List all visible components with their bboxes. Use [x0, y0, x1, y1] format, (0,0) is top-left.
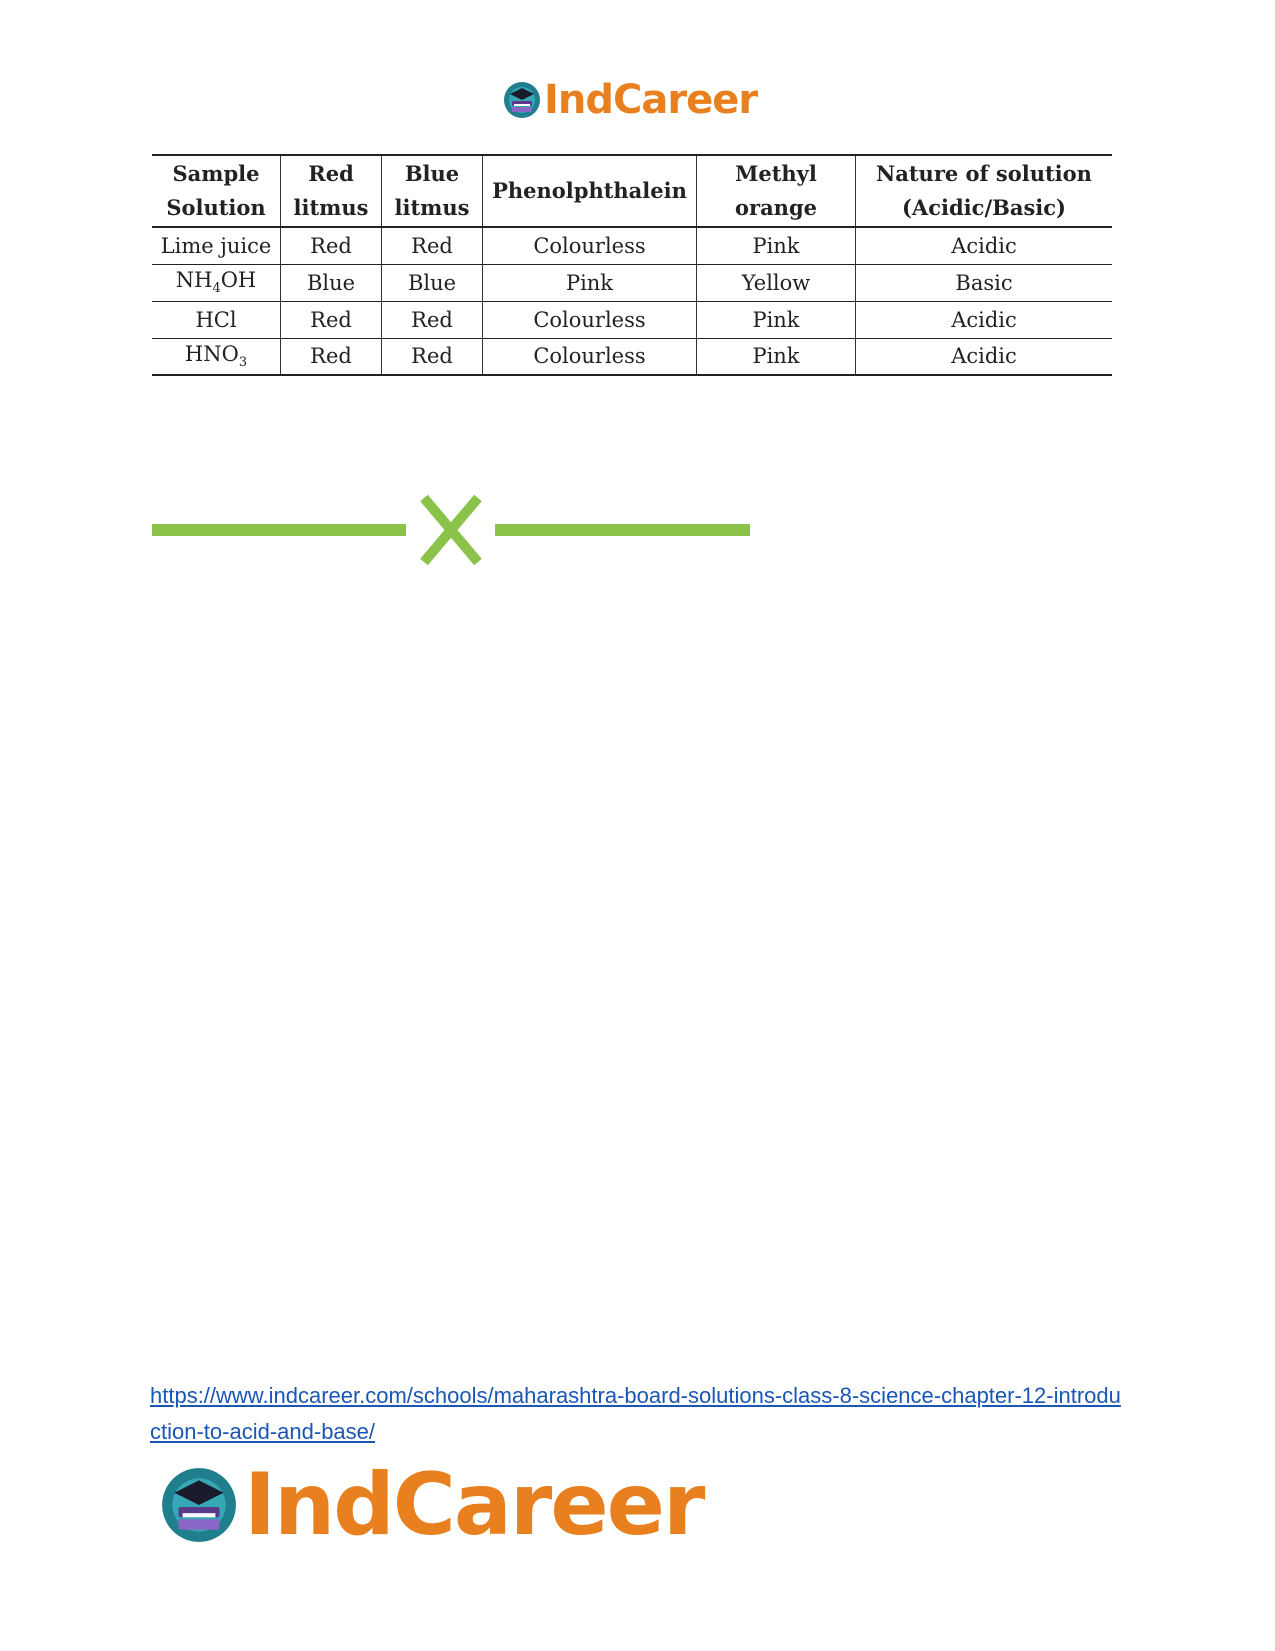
header-phenolphthalein: Phenolphthalein — [483, 155, 697, 227]
logo-wordmark: IndCareer — [544, 77, 758, 123]
indicator-table — [152, 154, 1112, 376]
indcareer-emblem-icon — [502, 80, 542, 120]
cell-phenolphthalein: Colourless — [483, 301, 697, 338]
table-header-row — [152, 155, 1112, 227]
divider-line-left — [152, 524, 406, 536]
cell-blue-litmus: Red — [382, 301, 483, 338]
cell-red-litmus: Red — [281, 227, 382, 264]
cell-blue-litmus: Red — [382, 338, 483, 375]
cell-methyl-orange: Yellow — [697, 264, 856, 301]
cell-methyl-orange: Pink — [697, 227, 856, 264]
cell-nature: Acidic — [856, 227, 1113, 264]
cell-phenolphthalein: Colourless — [483, 227, 697, 264]
cell-sample: Lime juice — [152, 227, 281, 264]
header-blue-litmus: Blue litmus — [382, 155, 483, 227]
table-row — [152, 338, 1112, 375]
source-link[interactable]: https://www.indcareer.com/schools/maharashtra-board-solutions-class-8-science-chapter-12-introduction-to-acid-and-base/ — [150, 1383, 1121, 1444]
header-red-litmus: Red litmus — [281, 155, 382, 227]
logo-header — [502, 77, 758, 123]
divider-cross-icon — [424, 498, 478, 562]
cell-methyl-orange: Pink — [697, 301, 856, 338]
divider-line-right — [495, 524, 750, 536]
logo-footer — [158, 1455, 704, 1555]
cell-blue-litmus: Red — [382, 227, 483, 264]
header-nature-of-solution: Nature of solution (Acidic/Basic) — [856, 155, 1113, 227]
section-divider — [152, 490, 752, 570]
cell-red-litmus: Red — [281, 301, 382, 338]
header-sample-solution: Sample Solution — [152, 155, 281, 227]
cell-phenolphthalein: Pink — [483, 264, 697, 301]
header-methyl-orange: Methyl orange — [697, 155, 856, 227]
logo-wordmark: IndCareer — [244, 1455, 704, 1555]
table-row — [152, 301, 1112, 338]
cell-sample: HCl — [152, 301, 281, 338]
table-row — [152, 264, 1112, 301]
indcareer-emblem-icon — [158, 1464, 240, 1546]
cell-phenolphthalein: Colourless — [483, 338, 697, 375]
cell-red-litmus: Blue — [281, 264, 382, 301]
cell-nature: Basic — [856, 264, 1113, 301]
table-row — [152, 227, 1112, 264]
cell-nature: Acidic — [856, 301, 1113, 338]
cell-blue-litmus: Blue — [382, 264, 483, 301]
cell-sample: $HNO_3$ — [152, 338, 281, 375]
cell-sample: $NH_4OH$ — [152, 264, 281, 301]
cell-red-litmus: Red — [281, 338, 382, 375]
cell-methyl-orange: Pink — [697, 338, 856, 375]
cell-nature: Acidic — [856, 338, 1113, 375]
